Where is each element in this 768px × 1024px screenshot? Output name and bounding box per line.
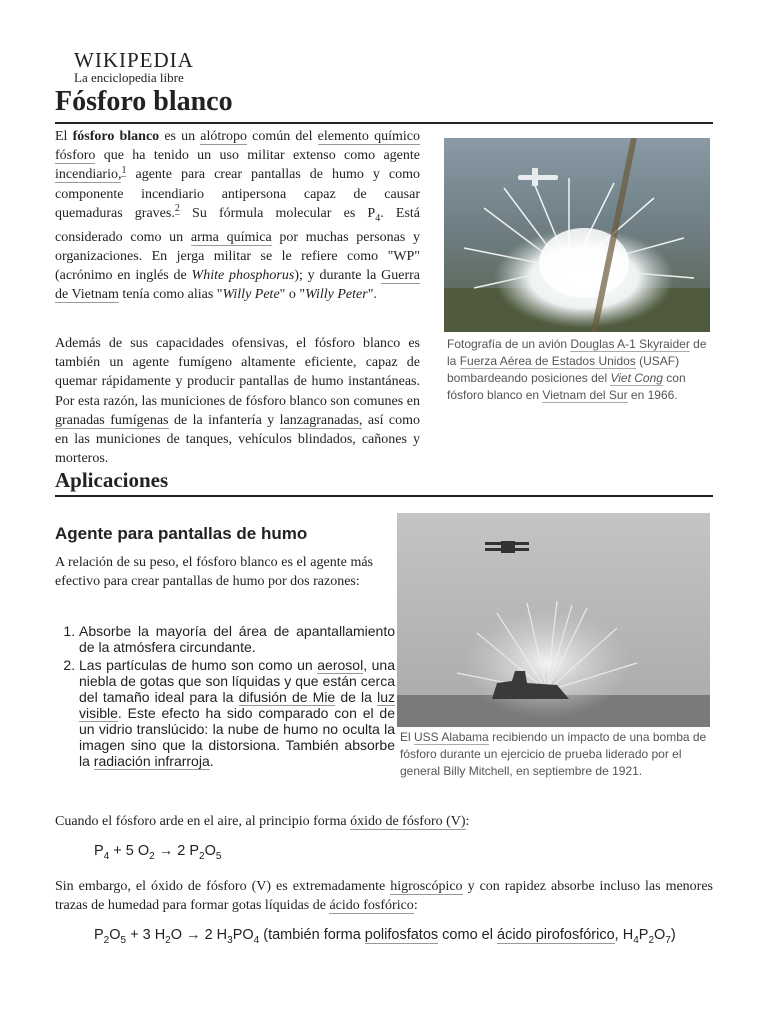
para-sin-embargo: Sin embargo, el óxido de fósforo (V) es extremadamente higroscópico y con rapidez absorbe incluso las menores trazas de humedad para formar gotas líquidas de ácido fosfórico: <box>55 879 713 914</box>
link-guerra-de-vietnam[interactable]: Guerra de Vietnam <box>55 268 420 303</box>
wikipedia-logo[interactable] <box>74 50 194 86</box>
link-usaf[interactable]: Fuerza Aérea de Estados Unidos <box>459 354 636 368</box>
link-polifosfatos[interactable]: polifosfatos <box>364 927 439 943</box>
uss-alabama-photo[interactable] <box>397 513 710 727</box>
ref-1[interactable]: 1 <box>121 164 127 176</box>
link-aerosol[interactable]: aerosol <box>317 657 364 673</box>
list-item: 2. Las partículas de humo son como un aerosol, una niebla de gotas que son líquidas y que están cerca del tamaño ideal para la difusión de Mie de la luz visible. Este efecto ha sido comparado con el de un vidrio translúcido: la nube de humo no oculta la imagen sino que la distorsiona. También absorbe la radiación infrarroja. <box>79 657 395 769</box>
link-oxido-fosforo[interactable]: óxido de fósforo (V) <box>350 814 466 829</box>
link-viet-cong[interactable]: Viet Cong <box>610 371 663 385</box>
intro-paragraph: El fósforo blanco es un alótropo común del elemento químico fósforo que ha tenido un uso militar extenso como agente incendiario,$^1$ agente para crear pantallas de humo y como componente incendiario antipersona capaz de causar quemaduras graves.$^2$ Su fórmula molecular es $P_4$. Está considerado como un arma química por muchas personas y organizaciones. En jerga militar se le refiere como "WP" (acrónimo en inglés de White phosphorus); y durante la Guerra de Vietnam tenía como alias "Willy Pete" o "Willy Peter". <box>55 129 421 303</box>
link-radiacion-infrarroja[interactable]: radiación infrarroja <box>93 753 210 769</box>
page-title: Fósforo blanco <box>55 84 713 124</box>
para-capacidades: Además de sus capacidades ofensivas, el fósforo blanco es también un agente fumígeno altamente eficiente, capaz de quemar rápidamente y producir pantallas de humo instantáneas. Por esta razón, las municiones de fósforo blanco son comunes en granadas fumígenas de la infantería y lanzagranadas, así como en las municiones de tanques, vehículos blindados, cañones y morteros. <box>55 336 421 467</box>
list-item: 1. Absorbe la mayoría del área de apantallamiento de la atmósfera circundante. <box>79 623 395 655</box>
figure-uss-alabama <box>397 513 710 780</box>
link-vietnam-del-sur[interactable]: Vietnam del Sur <box>542 388 628 402</box>
figure-skyraider <box>444 138 710 404</box>
link-acido-fosforico[interactable]: ácido fosfórico <box>329 898 414 914</box>
link-lanzagranadas[interactable]: lanzagranadas, <box>279 412 363 428</box>
logo-wordmark: WIKIPEDIA <box>74 48 194 72</box>
link-acido-pirofosforico[interactable]: ácido pirofosfórico <box>497 927 615 943</box>
link-elemento-quimico[interactable]: elemento químico <box>317 129 420 144</box>
link-higroscopico[interactable]: higroscópico <box>390 879 463 894</box>
link-arma-quimica[interactable]: arma química <box>190 229 272 245</box>
figure-caption-uss-alabama: El USS Alabama recibiendo un impacto de una bomba de fósforo durante un ejercicio de prueba liderado por el general Billy Mitchell, en septiembre de 1921. <box>400 730 707 778</box>
equation-hydration: $P_2O_5 + 3$ $H_2O \to 2$ $H_3PO_4$ (también forma polifosfatos como el ácido pirofosfórico, $H_4P_2O_7$) <box>94 927 676 946</box>
logo-tagline: La enciclopedia libre <box>74 70 184 85</box>
link-incendiario[interactable]: incendiario, <box>55 167 122 183</box>
equation-combustion: $P_4 + 5$ $O_2 \to 2$ $P_2O_5$ <box>94 843 222 862</box>
section-heading-aplicaciones: Aplicaciones <box>55 466 713 497</box>
reasons-list <box>57 623 395 771</box>
ref-2[interactable]: 2 <box>174 203 180 215</box>
link-douglas-a1[interactable]: Douglas A-1 Skyraider <box>570 337 690 351</box>
subsection-heading-humo: Agente para pantallas de humo <box>55 524 308 543</box>
link-fosforo[interactable]: fósforo <box>55 148 96 164</box>
link-alotropo[interactable]: alótropo <box>200 129 247 144</box>
link-granadas-fumigenas[interactable]: granadas fumígenas <box>55 412 169 428</box>
link-difusion-mie[interactable]: difusión de Mie <box>238 689 336 705</box>
figure-caption-skyraider: Fotografía de un avión Douglas A-1 Skyraider de la Fuerza Aérea de Estados Unidos (USAF) bombardeando posiciones del Viet Cong con fósforo blanco en Vietnam del Sur en 1966. <box>447 337 707 402</box>
para-cuando: Cuando el fósforo arde en el aire, al principio forma óxido de fósforo (V): <box>55 814 470 829</box>
skyraider-photo[interactable] <box>444 138 710 332</box>
link-luz-visible[interactable]: luz visible <box>79 689 395 721</box>
para-relacion: A relación de su peso, el fósforo blanco es el agente más efectivo para crear pantallas de humo por dos razones: <box>55 555 373 590</box>
link-uss-alabama[interactable]: USS Alabama <box>414 730 489 744</box>
